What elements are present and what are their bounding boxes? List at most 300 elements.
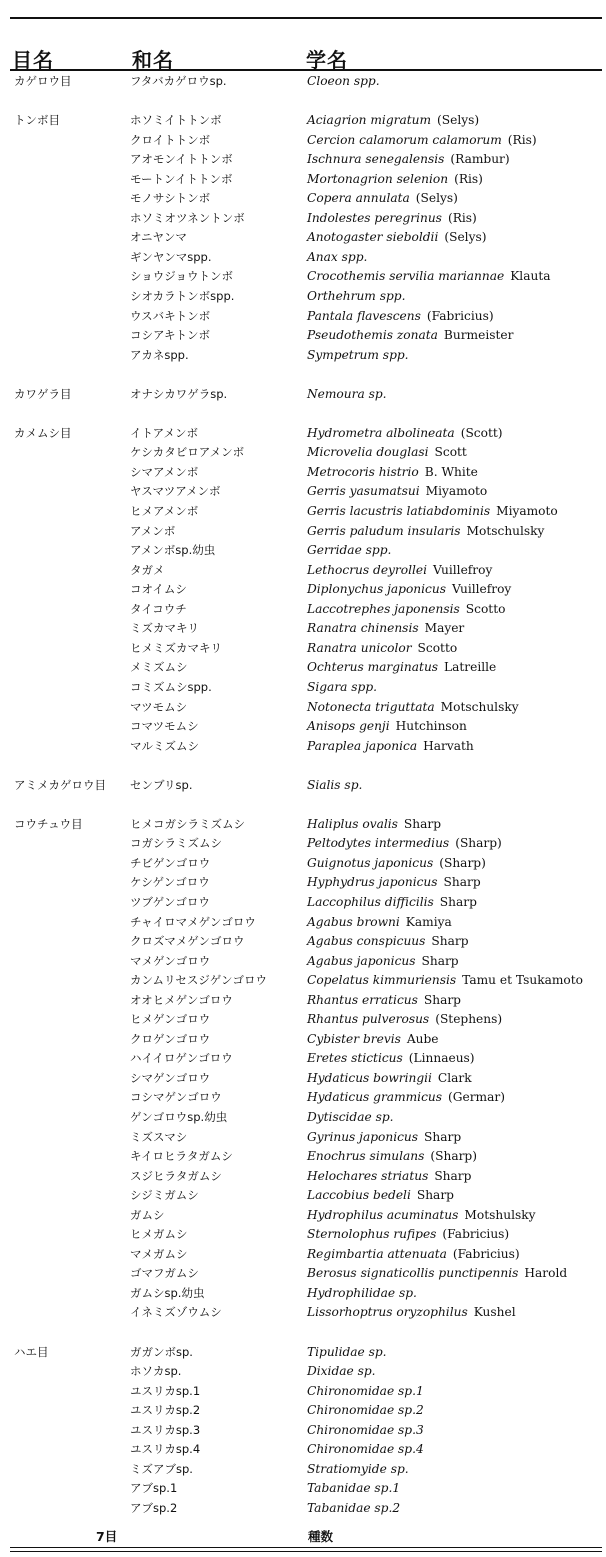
table-row [0,1167,606,1187]
author-citation: Harold [524,1266,568,1281]
table-row [0,346,606,366]
scientific-name-cell [307,776,362,796]
table-row [0,1030,606,1050]
table-row [0,1206,606,1226]
scientific-name: Agabus browni [307,914,400,929]
scientific-name-cell [307,209,477,229]
table-row [0,717,606,737]
table-row [0,228,606,248]
japanese-name-cell: チビゲンゴロウ [130,855,211,870]
scientific-name-cell [307,522,544,542]
author-citation: (Stephens) [435,1012,503,1027]
japanese-name-cell: ホソカsp. [130,1364,182,1379]
table-row [0,1049,606,1069]
scientific-name-cell [307,502,558,522]
scientific-name: Gerris paludum insularis [307,523,461,538]
author-citation: Kushel [473,1305,516,1320]
footer-species-count: 種数 [308,1529,334,1544]
scientific-name: Stratiomyide sp. [307,1461,409,1476]
scientific-name: Peltodytes intermedius [307,836,450,851]
scientific-name: Indolestes peregrinus [307,210,442,225]
table-row [0,209,606,229]
scientific-name-cell [307,189,458,209]
group-spacer [0,795,606,815]
scientific-name-cell [307,698,519,718]
table-row [0,1264,606,1284]
japanese-name-cell: ケシゲンゴロウ [130,875,210,890]
scientific-name-cell [307,307,494,327]
table-row [0,815,606,835]
scientific-name-cell [307,1049,475,1069]
scientific-name: Gerridae spp. [307,543,392,558]
table-row [0,952,606,972]
scientific-name-cell [307,1069,472,1089]
japanese-name-cell: シマゲンゴロウ [130,1070,211,1085]
scientific-name-cell [307,1440,424,1460]
author-citation: Sharp [434,1168,472,1183]
author-citation: (Fabricius) [452,1246,520,1261]
top-rule [10,17,602,19]
scientific-name: Laccotrephes japonensis [307,601,460,616]
author-citation: Sharp [424,1129,462,1144]
scientific-name: Gerris yasumatsui [307,484,420,499]
author-citation: (Sharp) [455,836,502,851]
scientific-name: Agabus japonicus [307,953,416,968]
scientific-name-cell [307,1206,536,1226]
japanese-name-cell: コシマゲンゴロウ [130,1090,222,1105]
table-row [0,873,606,893]
table-row [0,111,606,131]
author-citation: Vuillefroy [451,582,512,597]
author-citation: Scotto [417,640,458,655]
table-row [0,1460,606,1480]
header-scientific-name: 学名 [306,48,348,72]
table-row [0,1069,606,1089]
scientific-name-cell [307,131,537,151]
scientific-name: Orthehrum spp. [307,289,406,304]
scientific-name: Dixidae sp. [307,1364,376,1379]
scientific-name: Sympetrum spp. [307,347,409,362]
japanese-name-cell: マメガムシ [130,1246,188,1261]
species-table-body [0,72,606,1518]
scientific-name-cell [307,424,503,444]
scientific-name-cell [307,170,483,190]
japanese-name-cell: マメゲンゴロウ [130,953,211,968]
japanese-name-cell: クロズマメゲンゴロウ [130,934,245,949]
scientific-name: Laccobius bedeli [307,1188,411,1203]
scientific-name-cell [307,717,467,737]
table-row [0,658,606,678]
scientific-name-cell [307,346,409,366]
table-row [0,1440,606,1460]
table-row [0,326,606,346]
table-row [0,854,606,874]
japanese-name-cell: タガメ [130,562,165,577]
japanese-name-cell: ユスリカsp.4 [130,1442,201,1457]
author-citation: (Ris) [454,171,483,186]
scientific-name: Copelatus kimmuriensis [307,973,457,988]
table-row [0,1010,606,1030]
scientific-name: Gerris lacustris latiabdominis [307,504,491,519]
scientific-name-cell [307,443,467,463]
japanese-name-cell: ユスリカsp.1 [130,1383,201,1398]
scientific-name-cell [307,72,380,92]
author-citation: Sharp [421,953,459,968]
scientific-name: Pantala flavescens [307,308,421,323]
table-row [0,1499,606,1519]
scientific-name: Chironomidae sp.4 [307,1442,424,1457]
scientific-name: Enochrus simulans [307,1149,425,1164]
japanese-name-cell: ガムシ [130,1207,165,1222]
scientific-name-cell [307,1088,505,1108]
scientific-name: Anotogaster sieboldii [307,230,439,245]
scientific-name: Agabus conspicuus [307,934,426,949]
author-citation: Sharp [416,1188,454,1203]
japanese-name-cell: オニヤンマ [130,230,187,245]
japanese-name-cell: クロイトトンボ [130,132,211,147]
scientific-name-cell [307,893,477,913]
scientific-name: Pseudothemis zonata [307,328,438,343]
scientific-name: Sigara spp. [307,679,378,694]
scientific-name-cell [307,1284,417,1304]
scientific-name-cell [307,1479,400,1499]
table-row [0,737,606,757]
scientific-name-cell [307,1303,516,1323]
scientific-name: Eretes sticticus [307,1051,403,1066]
scientific-name: Helochares striatus [307,1168,429,1183]
scientific-name: Diplonychus japonicus [307,582,446,597]
table-row [0,1147,606,1167]
scientific-name: Gyrinus japonicus [307,1129,419,1144]
author-citation: Sharp [443,875,481,890]
japanese-name-cell: ユスリカsp.2 [130,1403,201,1418]
table-row [0,561,606,581]
author-citation: Scotto [465,601,506,616]
japanese-name-cell: コシアキトンボ [130,328,211,343]
author-citation: Latreille [444,660,497,675]
table-row [0,131,606,151]
table-row [0,424,606,444]
scientific-name-cell [307,111,479,131]
table-row [0,1284,606,1304]
japanese-name-cell: ヒメコガシラミズムシ [130,816,245,831]
japanese-name-cell: ゲンゴロウsp.幼虫 [130,1109,228,1124]
table-row [0,776,606,796]
japanese-name-cell: ギンヤンマspp. [130,249,212,264]
table-row [0,991,606,1011]
japanese-name-cell: キイロヒラタガムシ [130,1149,233,1164]
table-row [0,1382,606,1402]
author-citation: Motschulsky [466,523,545,538]
table-row [0,463,606,483]
author-citation: (Selys) [444,230,487,245]
author-citation: (Selys) [415,191,458,206]
order-cell: トンボ目 [14,113,60,128]
author-citation: (Fabricius) [442,1227,510,1242]
table-row [0,971,606,991]
japanese-name-cell: ケシカタビロアメンボ [130,445,245,460]
scientific-name-cell [307,1343,387,1363]
author-citation: Clark [437,1070,472,1085]
author-citation: (Sharp) [430,1149,477,1164]
japanese-name-cell: チャイロマメゲンゴロウ [130,914,256,929]
scientific-name-cell [307,854,486,874]
japanese-name-cell: ガムシsp.幼虫 [130,1285,205,1300]
scientific-name: Haliplus ovalis [307,816,398,831]
japanese-name-cell: ウスバキトンボ [130,308,211,323]
group-spacer [0,365,606,385]
author-citation: (Linnaeus) [408,1051,475,1066]
scientific-name: Paraplea japonica [307,738,418,753]
scientific-name-cell [307,913,452,933]
author-citation: (Rambur) [450,152,510,167]
scientific-name-cell [307,1245,520,1265]
scientific-name-cell [307,1010,502,1030]
scientific-name-cell [307,1362,376,1382]
scientific-name: Hydrophilidae sp. [307,1285,417,1300]
scientific-name-cell [307,463,478,483]
scientific-name: Chironomidae sp.1 [307,1383,424,1398]
scientific-name-cell [307,932,469,952]
japanese-name-cell: コマツモムシ [130,719,199,734]
scientific-name: Hydaticus grammicus [307,1090,443,1105]
japanese-name-cell: メミズムシ [130,660,188,675]
table-row [0,385,606,405]
japanese-name-cell: シジミガムシ [130,1188,199,1203]
table-row [0,1479,606,1499]
table-row [0,1362,606,1382]
scientific-name: Ranatra unicolor [307,640,412,655]
japanese-name-cell: コオイムシ [130,582,187,597]
scientific-name-cell [307,267,551,287]
order-cell: カメムシ目 [14,425,72,440]
scientific-name-cell [307,1128,461,1148]
scientific-name: Microvelia douglasi [307,445,429,460]
table-row [0,893,606,913]
author-citation: Aube [406,1031,439,1046]
scientific-name-cell [307,326,513,346]
table-row [0,698,606,718]
author-citation: Sharp [439,894,477,909]
scientific-name: Metrocoris histrio [307,464,419,479]
scientific-name-cell [307,1167,471,1187]
japanese-name-cell: ヒメアメンボ [130,504,199,519]
scientific-name-cell [307,678,377,698]
author-citation: (Fabricius) [426,308,494,323]
scientific-name-cell [307,639,457,659]
table-row [0,267,606,287]
table-row [0,1225,606,1245]
author-citation: Scott [434,445,467,460]
scientific-name-cell [307,248,367,268]
scientific-name-cell [307,658,496,678]
bottom-rule-double [10,1551,602,1552]
author-citation: Tamu et Tsukamoto [462,973,583,988]
order-cell: ハエ目 [14,1344,49,1359]
scientific-name: Regimbartia attenuata [307,1246,447,1261]
scientific-name-cell [307,482,487,502]
japanese-name-cell: タイコウチ [130,601,187,616]
author-citation: Burmeister [443,328,514,343]
author-citation: Vuillefroy [433,562,493,577]
author-citation: B. White [424,464,478,479]
scientific-name-cell [307,873,481,893]
scientific-name: Cybister brevis [307,1031,401,1046]
scientific-name-cell [307,228,486,248]
table-row [0,580,606,600]
table-row [0,639,606,659]
scientific-name: Nemoura sp. [307,386,387,401]
header-order: 目名 [12,48,54,72]
scientific-name: Aciagrion migratum [307,113,432,128]
japanese-name-cell: カンムリセスジゲンゴロウ [130,973,267,988]
scientific-name-cell [307,815,441,835]
japanese-name-cell: マルミズムシ [130,738,199,753]
scientific-name: Tabanidae sp.2 [307,1500,401,1515]
scientific-name-cell [307,1460,409,1480]
table-row [0,287,606,307]
author-citation: (Sharp) [439,855,486,870]
japanese-name-cell: ツブゲンゴロウ [130,894,210,909]
table-row [0,1088,606,1108]
japanese-name-cell: アオモンイトトンボ [130,152,233,167]
japanese-name-cell: ミズアブsp. [130,1461,193,1476]
scientific-name: Chironomidae sp.2 [307,1403,424,1418]
japanese-name-cell: ミズスマシ [130,1129,188,1144]
author-citation: Klauta [510,269,551,284]
author-citation: Sharp [403,816,442,831]
scientific-name-cell [307,600,505,620]
japanese-name-cell: シマアメンボ [130,464,199,479]
scientific-name-cell [307,1382,424,1402]
author-citation: (Ris) [447,210,477,225]
author-citation: Miyamoto [496,504,558,519]
table-row [0,1186,606,1206]
japanese-name-cell: シオカラトンボspp. [130,289,235,304]
japanese-name-cell: クロゲンゴロウ [130,1031,211,1046]
author-citation: Sharp [423,992,461,1007]
japanese-name-cell: ホソミオツネントンボ [130,210,245,225]
japanese-name-cell: イネミズゾウムシ [130,1305,222,1320]
japanese-name-cell: アメンボsp.幼虫 [130,543,216,558]
table-row [0,600,606,620]
scientific-name: Sialis sp. [307,777,363,792]
scientific-name: Crocothemis servilia mariannae [307,269,505,284]
scientific-name: Chironomidae sp.3 [307,1422,424,1437]
table-row [0,913,606,933]
footer-order-count: 7目 [96,1529,118,1544]
scientific-name-cell [307,150,510,170]
scientific-name: Hyphydrus japonicus [307,875,438,890]
scientific-name-cell [307,1186,454,1206]
scientific-name-cell [307,1030,439,1050]
table-row [0,1128,606,1148]
table-row [0,248,606,268]
scientific-name-cell [307,952,459,972]
order-cell: カワゲラ目 [14,386,72,401]
author-citation: Sharp [431,934,469,949]
table-row [0,678,606,698]
header-rule [10,69,602,71]
scientific-name: Rhantus erraticus [307,992,418,1007]
japanese-name-cell: ホソミイトトンボ [130,113,222,128]
scientific-name: Berosus signaticollis punctipennis [307,1266,519,1281]
japanese-name-cell: ガガンボsp. [130,1344,193,1359]
header-japanese-name: 和名 [132,48,174,72]
scientific-name: Guignotus japonicus [307,855,434,870]
scientific-name: Cercion calamorum calamorum [307,132,502,147]
author-citation: Miyamoto [425,484,488,499]
japanese-name-cell: フタバカゲロウsp. [130,74,227,88]
japanese-name-cell: アブsp.1 [130,1481,178,1496]
table-row [0,189,606,209]
scientific-name-cell [307,1147,477,1167]
table-row [0,1401,606,1421]
table-row [0,72,606,92]
group-spacer [0,92,606,112]
scientific-name: Tabanidae sp.1 [307,1481,401,1496]
scientific-name-cell [307,287,405,307]
scientific-name: Rhantus pulverosus [307,1012,430,1027]
table-row [0,1343,606,1363]
japanese-name-cell: ユスリカsp.3 [130,1422,201,1437]
scientific-name: Anisops genji [307,719,390,734]
japanese-name-cell: オナシカワゲラsp. [130,386,228,401]
scientific-name-cell [307,1108,394,1128]
scientific-name-cell [307,619,464,639]
table-row [0,834,606,854]
author-citation: (Germar) [448,1090,505,1105]
order-cell: カゲロウ目 [14,74,72,88]
japanese-name-cell: ゴマフガムシ [130,1266,199,1281]
japanese-name-cell: モノサシトンボ [130,191,211,206]
japanese-name-cell: アメンボ [130,523,176,538]
scientific-name-cell [307,991,461,1011]
table-row [0,443,606,463]
scientific-name: Anax spp. [307,249,368,264]
scientific-name-cell [307,1264,567,1284]
japanese-name-cell: ヒメガムシ [130,1227,188,1242]
order-cell: コウチュウ目 [14,816,83,831]
scientific-name-cell [307,541,391,561]
japanese-name-cell: ミズカマキリ [130,621,199,636]
scientific-name: Laccophilus difficilis [307,894,434,909]
scientific-name: Hydaticus bowringii [307,1070,432,1085]
scientific-name-cell [307,971,583,991]
scientific-name-cell [307,1225,509,1245]
author-citation: Kamiya [405,914,452,929]
scientific-name: Ochterus marginatus [307,660,439,675]
scientific-name-cell [307,385,387,405]
scientific-name: Dytiscidae sp. [307,1109,394,1124]
author-citation: (Ris) [507,132,537,147]
group-spacer [0,1323,606,1343]
scientific-name: Sternolophus rufipes [307,1227,437,1242]
scientific-name: Lissorhoptrus oryzophilus [307,1305,468,1320]
bottom-rule [10,1547,602,1548]
author-citation: Harvath [423,738,474,753]
scientific-name: Notonecta triguttata [307,699,435,714]
scientific-name: Cloeon spp. [307,74,380,88]
table-row [0,932,606,952]
table-row [0,482,606,502]
group-spacer [0,404,606,424]
scientific-name-cell [307,580,511,600]
scientific-name-cell [307,737,474,757]
japanese-name-cell: ヤスマツアメンボ [130,484,221,499]
table-row [0,619,606,639]
japanese-name-cell: ヒメミズカマキリ [130,640,222,655]
